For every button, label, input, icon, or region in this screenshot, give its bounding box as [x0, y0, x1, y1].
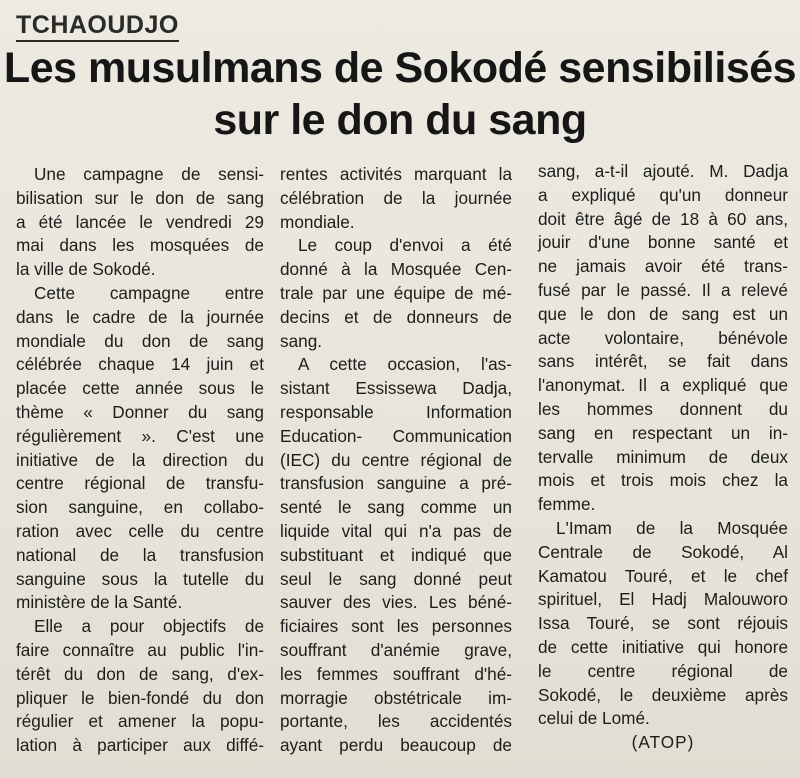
text-line: mondiale. — [280, 211, 355, 232]
text-line: Cette campagne entre — [34, 282, 264, 303]
text-line: acte volontaire, bénévole — [538, 327, 788, 348]
text-line: sauver des vies. Les béné- — [280, 592, 512, 613]
text-line: spirituel, El Hadj Malouworo — [538, 589, 788, 610]
text-line: L'Imam de la Mosquée — [556, 517, 788, 538]
text-line: morragie obstétricale im- — [280, 687, 512, 708]
text-line: ne jamais avoir été trans- — [538, 256, 788, 277]
text-line: sang. — [280, 330, 323, 351]
text-line: centre régional de transfu- — [16, 473, 264, 494]
text-line: rentes activités marquant la — [280, 164, 512, 184]
text-line: jouir d'une bonne santé et — [538, 232, 788, 253]
text-line: sistant Essissewa Dadja, — [280, 378, 512, 399]
text-line: bilisation sur le don de sang — [16, 187, 264, 208]
headline-line-1: Les musulmans de Sokodé sensibilisés — [3, 44, 797, 92]
text-line: thème « Donner du sang — [16, 401, 264, 422]
article-column-1 — [16, 163, 264, 758]
text-line: souffrant d'anémie grave, — [280, 639, 512, 660]
text-line: la ville de Sokodé. — [16, 259, 156, 280]
text-line: térêt du don de sang, d'ex- — [16, 663, 264, 684]
text-line: sang, a-t-il ajouté. M. Dadja — [538, 161, 788, 181]
text-line: sion sanguine, en collabo- — [16, 497, 264, 518]
text-line: ficiaires sont les personnes — [280, 616, 512, 637]
text-line: ration avec celle du centre — [16, 520, 264, 541]
text-line: le centre régional de — [538, 660, 788, 681]
text-line: femme. — [538, 494, 596, 515]
text-line: a été lancée le vendredi 29 — [16, 211, 264, 232]
text-line: de cette initiative qui honore — [538, 636, 788, 657]
text-line: initiative de la direction du — [16, 449, 264, 470]
text-line: Une campagne de sensi- — [34, 164, 264, 184]
text-line: mondiale du don de sang — [16, 330, 264, 351]
text-line: (IEC) du centre régional de — [280, 449, 512, 470]
text-line: donné à la Mosquée Cen- — [280, 259, 512, 280]
text-line: a expliqué qu'un donneur — [538, 184, 788, 205]
text-line: decins et de donneurs de — [280, 306, 512, 327]
text-line: mai dans les mosquées de — [16, 235, 264, 256]
text-line: A cette occasion, l'as- — [298, 354, 512, 375]
text-line: sanguine sous la tutelle du — [16, 568, 264, 589]
text-line: Sokodé, le deuxième après — [538, 684, 788, 705]
text-line: Issa Touré, se sont réjouis — [538, 613, 788, 634]
text-line: lation à participer aux diffé- — [16, 735, 264, 756]
text-line: Centrale de Sokodé, Al — [538, 541, 788, 562]
text-line: les hommes donnent du — [538, 398, 788, 419]
text-line: faire connaître au public l'in- — [16, 639, 264, 660]
text-line: régulier et amener la popu- — [16, 711, 264, 732]
text-line: celui de Lomé. — [538, 708, 650, 729]
text-line: sang en respectant un in- — [538, 422, 788, 443]
text-line: doit être âgé de 18 à 60 ans, — [538, 208, 788, 229]
text-line: senté le sang comme un — [280, 497, 512, 518]
text-line: substituant et indiqué que — [280, 544, 512, 565]
text-line: portante, les accidentés — [280, 711, 512, 732]
article-headline — [0, 42, 800, 146]
text-line: liquide vital qui n'a pas de — [280, 520, 512, 541]
text-line: que le don de sang est un — [538, 303, 788, 324]
text-line: placée cette année sous le — [16, 378, 264, 399]
text-line: transfusion sanguine a pré- — [280, 473, 512, 494]
text-line: régulièrement ». C'est une — [16, 425, 264, 446]
author-signature: (ATOP) — [631, 732, 695, 753]
text-line: Kamatou Touré, et le chef — [538, 565, 788, 586]
text-line: trale par une équipe de mé- — [280, 282, 512, 303]
headline-line-2: sur le don du sang — [213, 96, 587, 144]
text-line: responsable Information — [280, 401, 512, 422]
text-line: sans intérêt, se fait dans — [538, 351, 788, 372]
text-line: ayant perdu beaucoup de — [280, 735, 512, 756]
text-line: pliquer le bien-fondé du don — [16, 687, 264, 708]
text-line: les femmes souffrant d'hé- — [280, 663, 512, 684]
section-label: TCHAOUDJO — [16, 12, 179, 42]
text-line: l'anonymat. Il a expliqué que — [538, 375, 788, 396]
article-column-3 — [538, 160, 788, 755]
text-line: célébrée chaque 14 juin et — [16, 354, 264, 375]
text-line: mois et trois mois chez la — [538, 470, 788, 491]
text-line: seul le sang donné peut — [280, 568, 512, 589]
text-line: Elle a pour objectifs de — [34, 616, 264, 637]
text-line: ministère de la Santé. — [16, 592, 183, 613]
article-column-2 — [280, 163, 512, 758]
text-line: dans le cadre de la journée — [16, 306, 264, 327]
text-line: Education- Communication — [280, 425, 512, 446]
text-line: Le coup d'envoi a été — [298, 235, 512, 256]
text-line: fusé par le passé. Il a relevé — [538, 279, 788, 300]
text-line: tervalle minimum de deux — [538, 446, 788, 467]
text-line: célébration de la journée — [280, 187, 512, 208]
text-line: national de la transfusion — [16, 544, 264, 565]
